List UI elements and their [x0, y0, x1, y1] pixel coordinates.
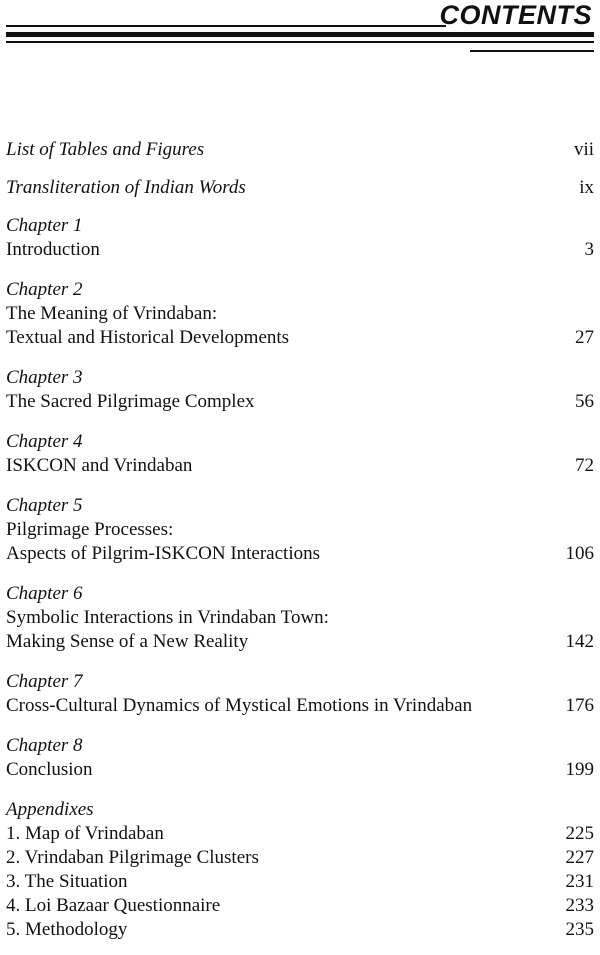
toc-page-number: 227 — [565, 847, 594, 868]
appendix-title: 2. Vrindaban Pilgrimage Clusters — [6, 847, 259, 868]
toc-page-number: 233 — [565, 895, 594, 916]
chapter-label: Chapter 3 — [6, 367, 83, 388]
toc-entry-list-of-tables — [6, 138, 594, 162]
header-rule-thin-2 — [470, 50, 594, 52]
page-title: CONTENTS — [439, 0, 592, 30]
toc-page-number: 142 — [565, 631, 594, 652]
chapter-title-line-2 — [6, 542, 594, 566]
chapter-label: Chapter 1 — [6, 215, 83, 236]
toc-entry-chapter-8 — [6, 734, 594, 782]
toc-page-number: 199 — [565, 759, 594, 780]
header-rule-thin-top — [6, 25, 446, 27]
toc-page-number: 56 — [575, 391, 594, 412]
toc-page-number: ix — [579, 177, 594, 198]
chapter-label: Chapter 8 — [6, 735, 83, 756]
toc-entry-appendixes — [6, 798, 594, 822]
small-caps-text: ISKCON — [154, 543, 226, 564]
appendix-title: 5. Methodology — [6, 919, 128, 940]
toc-entry-chapter-2 — [6, 278, 594, 350]
toc-page-number: vii — [573, 139, 594, 160]
chapter-label: Chapter 7 — [6, 671, 83, 692]
toc-page-number: 3 — [584, 239, 594, 260]
appendixes-label: Appendixes — [6, 799, 94, 820]
appendix-title: 3. The Situation — [6, 871, 128, 892]
chapter-title-pre: Aspects of Pilgrim- — [6, 543, 155, 564]
chapter-title-post: Interactions — [225, 543, 320, 564]
chapter-label: Chapter 5 — [6, 495, 83, 516]
toc-heading: Transliteration of Indian Words — [6, 177, 246, 198]
toc-entry-chapter-3 — [6, 366, 594, 414]
chapter-title — [6, 454, 594, 478]
toc-entry-chapter-5 — [6, 494, 594, 566]
toc-page-number: 176 — [565, 695, 594, 716]
chapter-title: Introduction — [6, 239, 100, 260]
table-of-contents — [6, 138, 594, 942]
toc-page-number: 231 — [565, 871, 594, 892]
header-rule-thin-1 — [6, 41, 594, 43]
toc-page-number: 235 — [565, 919, 594, 940]
page-header — [0, 0, 600, 70]
header-rule-thick — [6, 32, 594, 37]
appendix-title: 4. Loi Bazaar Questionnaire — [6, 895, 221, 916]
appendix-item — [6, 870, 594, 894]
small-caps-text: ISKCON — [6, 455, 77, 476]
chapter-label: Chapter 4 — [6, 431, 83, 452]
toc-page-number: 27 — [575, 327, 594, 348]
chapter-title-line-1: Pilgrimage Processes: — [6, 519, 174, 540]
toc-page-number: 106 — [565, 543, 594, 564]
toc-entry-chapter-1 — [6, 214, 594, 262]
toc-entry-transliteration — [6, 176, 594, 200]
chapter-title: The Sacred Pilgrimage Complex — [6, 391, 255, 412]
chapter-title-line-1: The Meaning of Vrindaban: — [6, 303, 218, 324]
toc-page-number: 225 — [565, 823, 594, 844]
chapter-title-line-2: Textual and Historical Developments — [6, 327, 290, 348]
chapter-title: Conclusion — [6, 759, 93, 780]
chapter-title-rest: and Vrindaban — [76, 455, 193, 476]
toc-entry-chapter-6 — [6, 582, 594, 654]
chapter-title-line-1: Symbolic Interactions in Vrindaban Town: — [6, 607, 329, 628]
appendix-item — [6, 918, 594, 942]
chapter-title-line-2: Making Sense of a New Reality — [6, 631, 249, 652]
appendix-item — [6, 894, 594, 918]
chapter-label: Chapter 2 — [6, 279, 83, 300]
chapter-label: Chapter 6 — [6, 583, 83, 604]
toc-entry-chapter-7 — [6, 670, 594, 718]
chapter-title: Cross-Cultural Dynamics of Mystical Emotions in Vrindaban — [6, 695, 473, 716]
toc-entry-chapter-4 — [6, 430, 594, 478]
appendix-item — [6, 846, 594, 870]
toc-heading: List of Tables and Figures — [6, 139, 205, 160]
appendix-title: 1. Map of Vrindaban — [6, 823, 164, 844]
appendix-item — [6, 822, 594, 846]
toc-page-number: 72 — [575, 455, 594, 476]
